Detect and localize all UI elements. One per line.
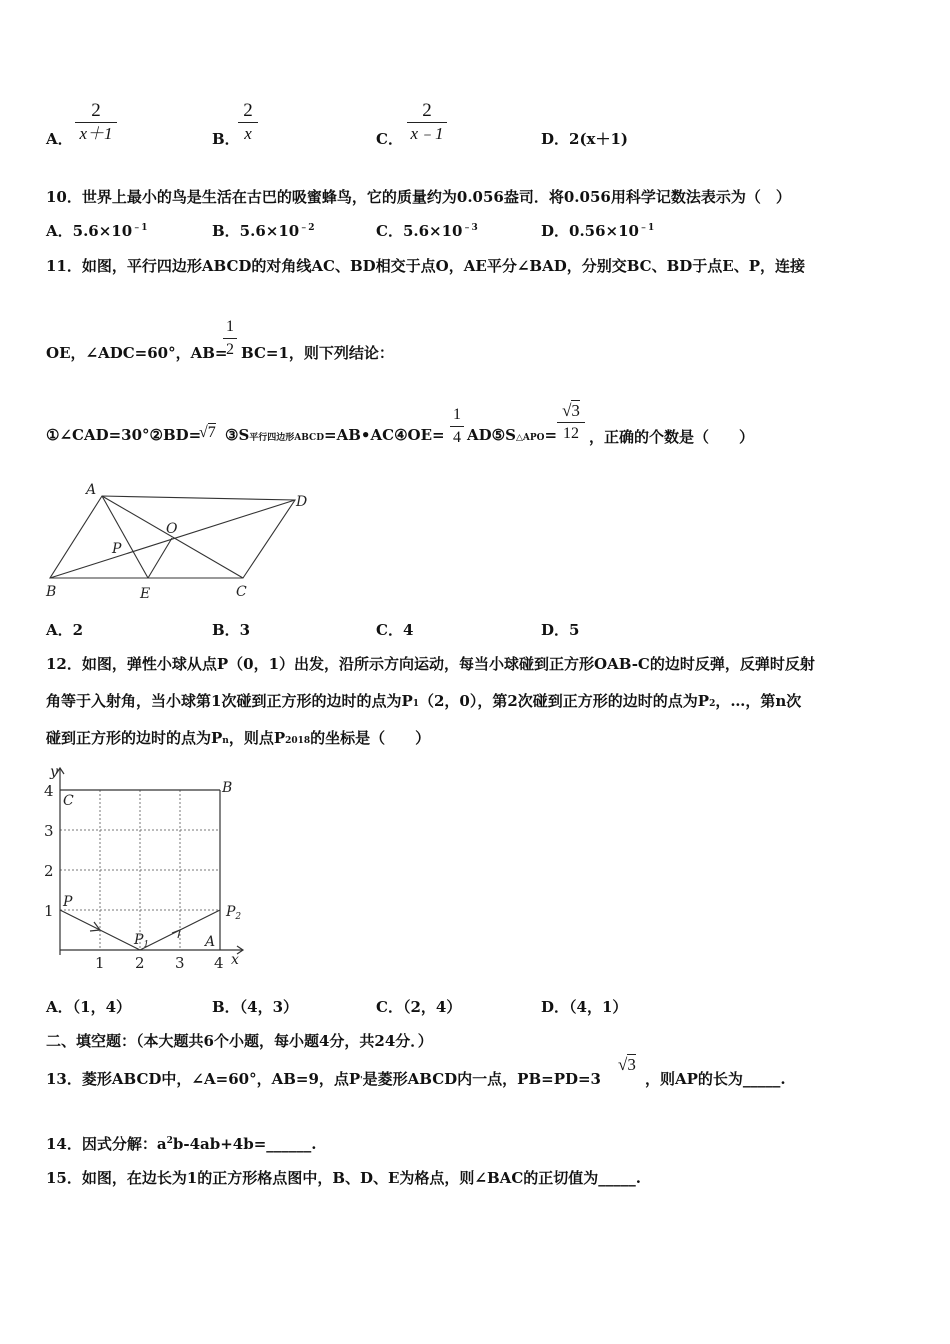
q11-conclusion-1-2: ①∠CAD=30°②BD=	[46, 426, 202, 444]
text: 角等于入射角，当小球第1次碰到正方形的边时的点为P	[46, 692, 413, 710]
label-b: B	[46, 584, 57, 600]
x-tick-4: 4	[214, 954, 224, 972]
q11-sqrt3-over-12	[557, 400, 585, 445]
option-text: A．5.6×10	[46, 222, 133, 240]
q12-option-c: C．（2，4）	[376, 998, 462, 1016]
option-text: B．5.6×10	[212, 222, 300, 240]
subscript: 2	[709, 699, 716, 709]
x-tick-3: 3	[175, 954, 185, 972]
exponent: 2	[166, 1136, 173, 1146]
sqrt-radicand: 3	[627, 1055, 636, 1074]
q11-option-c: C．4	[376, 621, 414, 639]
text: 13．菱形ABCD中，∠A=60°，AB=9，点P	[46, 1070, 361, 1088]
q9-option-c-fraction	[407, 100, 447, 145]
q11-conclusion-5	[467, 426, 557, 444]
q15-text: 15．如图，在边长为1的正方形格点图中，B、D、E为格点，则∠BAC的正切值为_____.	[46, 1169, 641, 1187]
label-a: A	[86, 482, 97, 498]
q12-grid-figure	[38, 760, 258, 975]
fraction-denominator: 4	[453, 429, 461, 446]
fraction-denominator: 12	[563, 425, 579, 442]
q13-text: 13．菱形ABCD中，∠A=60°，AB=9，点P'是菱形ABCD内一点，PB=PD=3	[46, 1070, 601, 1088]
fraction-denominator: x	[244, 124, 252, 143]
fraction-numerator: 2	[91, 100, 101, 121]
y-tick-4: 4	[44, 782, 54, 800]
q9-option-a-label: A．	[46, 130, 73, 148]
y-axis-label: y	[50, 764, 58, 780]
q14-text	[46, 1133, 317, 1154]
text: 是菱形ABCD内一点，PB=PD=3	[362, 1070, 601, 1088]
y-tick-3: 3	[44, 822, 54, 840]
q9-option-d: D．2(x＋1)	[541, 130, 629, 148]
text: ③S	[225, 426, 250, 444]
fraction-denominator: 2	[226, 341, 234, 358]
fraction-numerator: 2	[243, 100, 253, 121]
q11-option-a: A．2	[46, 621, 84, 639]
q12-option-d: D．（4，1）	[541, 998, 628, 1016]
q10-option-b	[212, 220, 314, 241]
section-2-heading: 二、填空题：（本大题共6个小题，每小题4分，共24分．）	[46, 1032, 433, 1050]
q12-stem-line2	[46, 690, 801, 711]
point-p2-label	[225, 904, 241, 922]
label-p: P	[112, 541, 122, 557]
label-d: D	[296, 494, 308, 510]
q11-sqrt7: √7	[199, 424, 216, 441]
fraction-numerator: √3	[562, 401, 580, 420]
text: AD⑤S	[467, 426, 516, 444]
grid-lines	[60, 790, 220, 950]
q11-option-d: D．5	[541, 621, 580, 639]
q11-stem-line1: 11．如图，平行四边形ABCD的对角线AC、BD相交于点O，AE平分∠BAD，分别交BC、BD于点E、P，连接	[46, 257, 806, 275]
text: 碰到正方形的边时的点为P	[46, 729, 223, 747]
q11-quarter-fraction	[450, 404, 464, 449]
label-text: P	[134, 932, 144, 948]
q11-option-b: B．3	[212, 621, 251, 639]
label-text: P	[226, 904, 236, 920]
diagonal-bd	[50, 500, 295, 578]
x-tick-2: 2	[135, 954, 145, 972]
label-subscript: 2	[235, 912, 242, 922]
text: 14．因式分解：a	[46, 1135, 167, 1153]
point-p1-label	[133, 932, 149, 950]
diagonal-ac	[102, 496, 243, 578]
sqrt-radicand: 7	[207, 424, 216, 441]
q9-option-a-fraction	[75, 100, 117, 145]
q12-stem-line3	[46, 727, 430, 748]
q12-option-b: B．（4，3）	[212, 998, 299, 1016]
y-tick-2: 2	[44, 862, 54, 880]
fraction-denominator: x﹣1	[410, 124, 444, 143]
q10-option-c	[376, 220, 478, 241]
exponent: ﹣1	[638, 223, 655, 233]
exponent: ﹣2	[299, 223, 315, 233]
x-tick-1: 1	[95, 954, 105, 972]
fraction-denominator: x＋1	[79, 124, 113, 143]
text: b-4ab+4b=______.	[172, 1135, 317, 1153]
q12-option-a: A．（1，4）	[46, 998, 132, 1016]
text: =AB•AC④OE=	[324, 426, 445, 444]
q13-sqrt3: √3	[618, 1055, 636, 1074]
q12-stem-line1: 12．如图，弹性小球从点P（0，1）出发，沿所示方向运动，每当小球碰到正方形OAB-C的边时反弹，反弹时反射	[46, 655, 815, 673]
q13-tail: ，则AP的长为_____.	[645, 1070, 786, 1088]
text: 的坐标是（ ）	[310, 729, 431, 747]
sqrt-radicand: 3	[571, 401, 580, 420]
text: ，…，第n次	[715, 692, 802, 710]
text: ，则点P	[228, 729, 286, 747]
q11-stem-line2-post: BC=1，则下列结论：	[241, 344, 394, 362]
q10-option-d	[541, 220, 654, 241]
q9-option-b-label: B．	[212, 130, 240, 148]
point-b-label: B	[222, 780, 233, 796]
fraction-numerator: 1	[226, 318, 234, 335]
label-subscript: 1	[143, 940, 150, 950]
segment-oe	[148, 538, 172, 578]
text: （2，0），第2次碰到正方形的边时的点为P	[418, 692, 710, 710]
q11-stem-line2-pre: OE，∠ADC=60°，AB=	[46, 344, 228, 362]
fraction-numerator: 1	[453, 406, 461, 423]
segment-ae	[102, 496, 148, 578]
point-c-label: C	[63, 793, 74, 809]
exponent: ﹣3	[462, 223, 478, 233]
q11-half-fraction	[223, 316, 237, 361]
subscript: 2018	[285, 736, 311, 746]
q9-option-b-fraction	[238, 100, 258, 145]
x-axis-label: x	[231, 952, 239, 968]
q9-option-c-label: C．	[376, 130, 403, 148]
q10-stem: 10．世界上最小的鸟是生活在古巴的吸蜜蜂鸟，它的质量约为0.056盎司．将0.056用科学记数法表示为（ ）	[46, 188, 791, 206]
subscript: 平行四边形ABCD	[249, 433, 325, 443]
y-tick-1: 1	[44, 902, 54, 920]
option-text: C．5.6×10	[376, 222, 463, 240]
q11-conclusion-3	[225, 426, 445, 444]
subscript: 1	[412, 699, 419, 709]
fraction-numerator: 2	[422, 100, 432, 121]
q11-conclusion-tail: ，正确的个数是（ ）	[589, 428, 755, 446]
label-e: E	[140, 586, 151, 602]
point-a-label: A	[205, 934, 216, 950]
label-c: C	[236, 584, 247, 600]
q10-option-a	[46, 220, 147, 241]
subscript: n	[222, 736, 229, 746]
point-p-label: P	[63, 894, 73, 910]
path-arrow-1	[90, 922, 100, 931]
subscript: △APO	[515, 433, 545, 443]
label-o: O	[166, 521, 178, 537]
exponent: ﹣1	[132, 223, 148, 233]
option-text: D．0.56×10	[541, 222, 639, 240]
text: =	[544, 426, 558, 444]
q11-parallelogram-figure	[40, 480, 320, 605]
